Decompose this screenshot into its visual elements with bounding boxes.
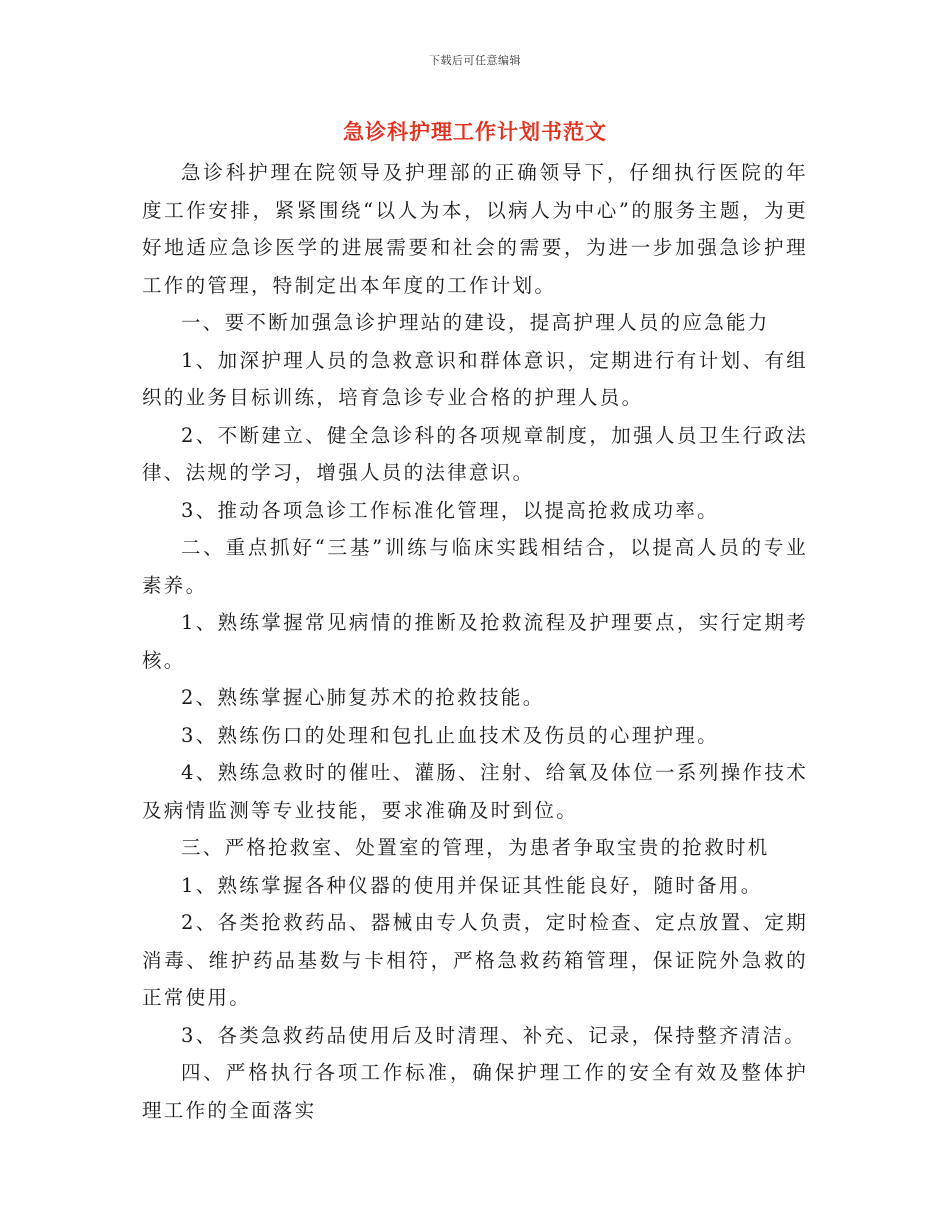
paragraph: 2、熟练掌握心肺复苏术的抢救技能。	[181, 686, 545, 709]
paragraph: 1、熟练掌握常见病情的推断及抢救流程及护理要点，实行定期考核。	[142, 611, 808, 672]
paragraph: 1、熟练掌握各种仪器的使用并保证其性能良好，随时备用。	[181, 873, 763, 897]
section-heading-4: 四、严格执行各项工作标准，确保护理工作的安全有效及整体护理工作的全面落实	[142, 1061, 808, 1122]
document-body	[142, 154, 808, 1129]
paragraph: 4、熟练急救时的催吐、灌肠、注射、给氧及体位一系列操作技术及病情监测等专业技能，要求准确及时到位。	[142, 761, 808, 822]
paragraph: 3、熟练伤口的处理和包扎止血技术及伤员的心理护理。	[181, 723, 719, 747]
document-title: 急诊科护理工作计划书范文	[343, 119, 607, 144]
paragraph: 3、各类急救药品使用后及时清理、补充、记录，保持整齐清洁。	[181, 1023, 807, 1047]
header-note: 下载后可任意编辑	[429, 54, 521, 67]
section-heading-3: 三、严格抢救室、处置室的管理，为患者争取宝贵的抢救时机	[181, 836, 770, 859]
section-heading-2: 二、重点抓好“三基”训练与临床实践相结合，以提高人员的专业素养。	[142, 536, 808, 597]
paragraph: 3、推动各项急诊工作标准化管理，以提高抢救成功率。	[181, 498, 719, 522]
paragraph: 1、加深护理人员的急救意识和群体意识，定期进行有计划、有组织的业务目标训练，培育急诊专业合格的护理人员。	[142, 348, 808, 409]
paragraph-intro: 急诊科护理在院领导及护理部的正确领导下，仔细执行医院的年度工作安排，紧紧围绕“以人为本，以病人为中心”的服务主题，为更好地适应急诊医学的进展需要和社会的需要，为进一步加强急诊护理工作的管理，特制定出本年度的工作计划。	[142, 161, 808, 297]
paragraph: 2、不断建立、健全急诊科的各项规章制度，加强人员卫生行政法律、法规的学习，增强人员的法律意识。	[142, 423, 808, 484]
paragraph: 2、各类抢救药品、器械由专人负责，定时检查、定点放置、定期消毒、维护药品基数与卡相符，严格急救药箱管理，保证院外急救的正常使用。	[142, 911, 808, 1009]
section-heading-1: 一、要不断加强急诊护理站的建设，提高护理人员的应急能力	[181, 311, 770, 334]
